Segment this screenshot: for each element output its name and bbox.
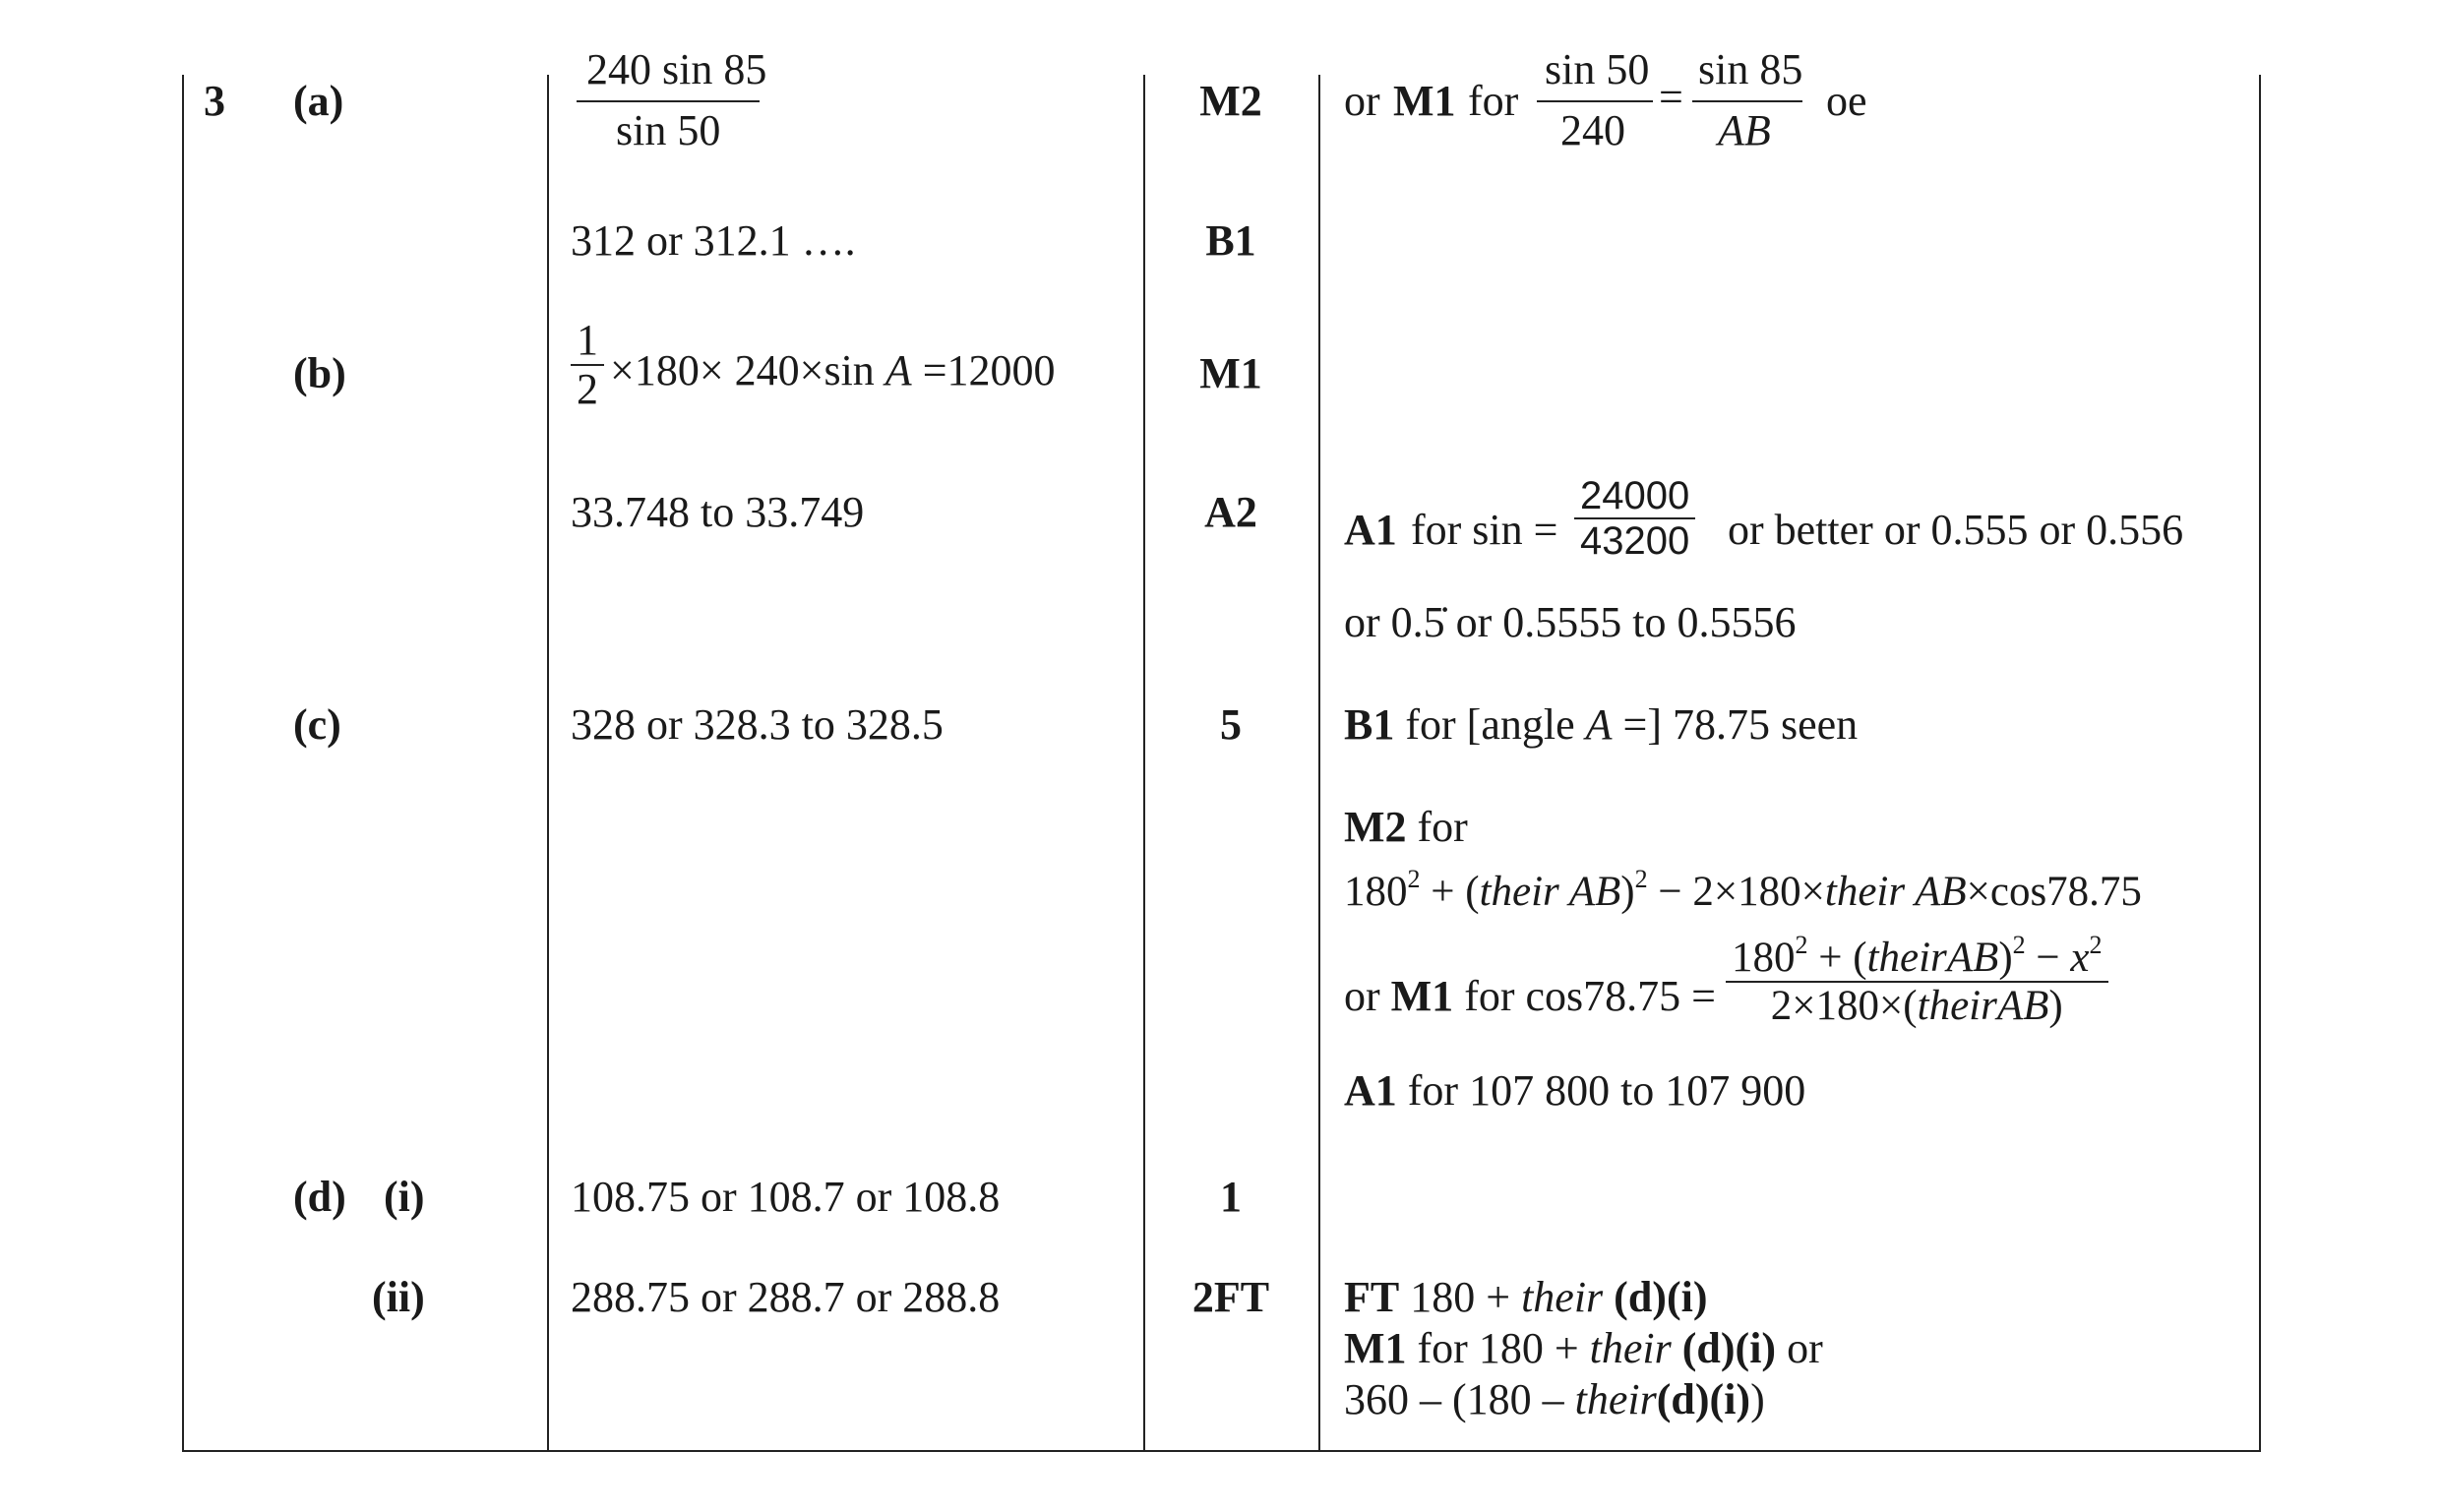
column-divider-1	[547, 75, 549, 1452]
part-b-half-den: 2	[577, 365, 598, 414]
part-c-m2-c: )	[1620, 869, 1635, 915]
part-c-a1-mark: A1	[1344, 1066, 1397, 1115]
part-c-m2-mark: M2	[1344, 803, 1407, 851]
part-a-comment-fraction-2	[1692, 45, 1803, 161]
part-c-m2-d: − 2×180×	[1647, 869, 1825, 915]
part-a-comment-frac2-num: sin 85	[1698, 45, 1803, 93]
part-c-m1-num-x: x	[2070, 935, 2090, 981]
part-d-line3-a: 360 – (180 –	[1344, 1375, 1575, 1423]
part-b-comment-frac-den: 43200	[1580, 519, 1690, 563]
part-c-m2-for: for	[1417, 803, 1468, 851]
part-b-half-fraction	[571, 317, 604, 414]
part-c-m2-their: their AB	[1479, 869, 1621, 915]
part-d-line3-their: their	[1574, 1375, 1657, 1423]
part-d-ft-mark: FT	[1344, 1273, 1400, 1321]
part-a-comment-fraction-1	[1537, 45, 1653, 161]
part-b-eq-end: =12000	[911, 346, 1056, 394]
part-c-m2-a: 180	[1344, 869, 1408, 915]
part-c-m1-num-c: )	[1998, 935, 2013, 981]
part-a-comment-frac2-den: AB	[1718, 106, 1771, 154]
part-b-eq-rest: ×180× 240×sin	[610, 346, 885, 394]
part-b-answer-equation	[610, 346, 1056, 396]
part-d-m1-their: their	[1589, 1324, 1672, 1372]
part-c-m1-num-a: 180	[1732, 935, 1796, 981]
part-c-m2-b: + (	[1420, 869, 1480, 915]
part-d-m1-mark: M1	[1344, 1324, 1407, 1372]
part-c-m1-den-their: theirAB	[1917, 983, 2049, 1030]
part-c-m1-denominator	[1765, 983, 2069, 1029]
part-d-m1-text: for 180 +	[1406, 1324, 1590, 1372]
part-c-m2-expression	[1344, 865, 2142, 916]
part-c-a1-line	[1344, 1066, 1805, 1117]
part-d-line-3	[1344, 1375, 1765, 1425]
part-d-ft-text: 180 +	[1399, 1273, 1522, 1321]
part-a-comment-mark: M1	[1393, 77, 1456, 125]
table-border-right	[2259, 75, 2261, 1452]
part-d-line3-b: )	[1750, 1375, 1765, 1423]
part-d-answer-i: 108.75 or 108.7 or 108.8	[571, 1173, 1001, 1221]
part-b-comment-fraction	[1574, 474, 1695, 563]
part-c-m1-fraction	[1726, 931, 2108, 1030]
part-b-comment-frac-num: 24000	[1580, 474, 1690, 517]
part-c-mark: 5	[1220, 700, 1242, 749]
part-a-comment-equals: =	[1659, 73, 1683, 121]
part-a-mark-1: M2	[1199, 77, 1262, 125]
part-c-m1-num-d: −	[2025, 935, 2071, 981]
part-b-half-num: 1	[577, 316, 598, 364]
part-a-mark-2: B1	[1205, 216, 1256, 265]
part-d-sub-i-label: (i)	[384, 1173, 425, 1221]
part-c-m1-den-a: 2×180×(	[1770, 983, 1918, 1030]
part-c-b1-var: A	[1585, 700, 1613, 749]
part-a-answer-numerator: 240 sin 85	[586, 45, 767, 93]
part-a-comment-frac1-num: sin 50	[1545, 45, 1650, 93]
part-c-m1-num-sup-3: 2	[2089, 931, 2103, 959]
part-c-m1-den-b: )	[2048, 983, 2063, 1030]
part-d-m1-ref: (d)(i)	[1671, 1324, 1777, 1372]
part-a-comment-for: for	[1468, 77, 1519, 125]
part-c-m2-e: ×cos78.75	[1966, 869, 2142, 915]
part-c-answer: 328 or 328.3 to 328.5	[571, 700, 944, 749]
part-a-answer-denominator: sin 50	[616, 106, 721, 154]
part-a-label: (a)	[293, 77, 344, 125]
part-a-answer-fraction	[577, 45, 767, 161]
part-c-m1-num-sup-1: 2	[1795, 931, 1808, 959]
part-a-answer-2: 312 or 312.1 ….	[571, 216, 856, 265]
part-c-m1-num-their: theirAB	[1866, 935, 1999, 981]
part-c-m2-sup-1: 2	[1407, 865, 1421, 893]
part-d-label: (d)	[293, 1173, 346, 1221]
part-b-comment-after: or better or 0.555 or 0.556	[1728, 506, 2184, 554]
part-c-m2-line	[1344, 803, 1468, 853]
part-d-mark-i: 1	[1220, 1173, 1242, 1221]
column-divider-3	[1318, 75, 1320, 1452]
part-b-comment-text: for sin =	[1411, 506, 1558, 554]
part-c-b1-post: =] 78.75 seen	[1612, 700, 1859, 749]
part-d-ft-ref: (d)(i)	[1603, 1273, 1708, 1321]
part-d-mark-ii: 2FT	[1191, 1273, 1270, 1321]
part-b-comment-line-2: or 0.5̇ or 0.5555 to 0.5556	[1344, 598, 1797, 646]
part-c-m1-num-b: + (	[1807, 935, 1867, 981]
part-d-sub-ii-label: (ii)	[372, 1273, 425, 1321]
part-c-m1-numerator	[1726, 931, 2108, 981]
part-c-label: (c)	[293, 700, 341, 749]
part-b-mark-2: A2	[1204, 488, 1257, 536]
part-a-comment-prefix: or	[1344, 77, 1380, 125]
part-c-m1-prefix: or	[1344, 972, 1380, 1020]
part-d-m1-or: or	[1776, 1324, 1823, 1372]
part-c-b1-mark: B1	[1344, 700, 1395, 749]
part-c-b1-pre: for [angle	[1405, 700, 1586, 749]
part-c-m1-line	[1344, 972, 1716, 1022]
part-d-ft-line	[1344, 1273, 1707, 1323]
part-b-answer-2: 33.748 to 33.749	[571, 488, 865, 536]
part-d-m1-line	[1344, 1324, 1823, 1374]
part-d-ft-their: their	[1521, 1273, 1604, 1321]
table-border-left	[182, 75, 184, 1452]
part-b-comment-mark: A1	[1344, 506, 1397, 554]
part-b-mark-1: M1	[1199, 349, 1262, 397]
part-d-answer-ii: 288.75 or 288.7 or 288.8	[571, 1273, 1001, 1321]
part-c-m1-mark: M1	[1390, 972, 1454, 1020]
part-c-a1-text: for 107 800 to 107 900	[1407, 1066, 1806, 1115]
part-a-comment-frac1-den: 240	[1560, 106, 1625, 154]
part-c-b1-line	[1344, 700, 1858, 751]
part-c-m1-text: for cos78.75 =	[1464, 972, 1716, 1020]
part-a-comment-oe: oe	[1826, 77, 1867, 125]
table-border-bottom	[182, 1450, 2261, 1452]
part-c-m1-num-sup-2: 2	[2012, 931, 2026, 959]
part-b-label: (b)	[293, 349, 346, 397]
column-divider-2	[1143, 75, 1145, 1452]
part-b-eq-var: A	[884, 346, 912, 394]
part-c-m2-sup-2: 2	[1634, 865, 1648, 893]
part-c-m2-their-2: their AB	[1824, 869, 1967, 915]
question-number: 3	[204, 77, 225, 125]
part-d-line3-ref: (d)(i)	[1656, 1375, 1751, 1423]
